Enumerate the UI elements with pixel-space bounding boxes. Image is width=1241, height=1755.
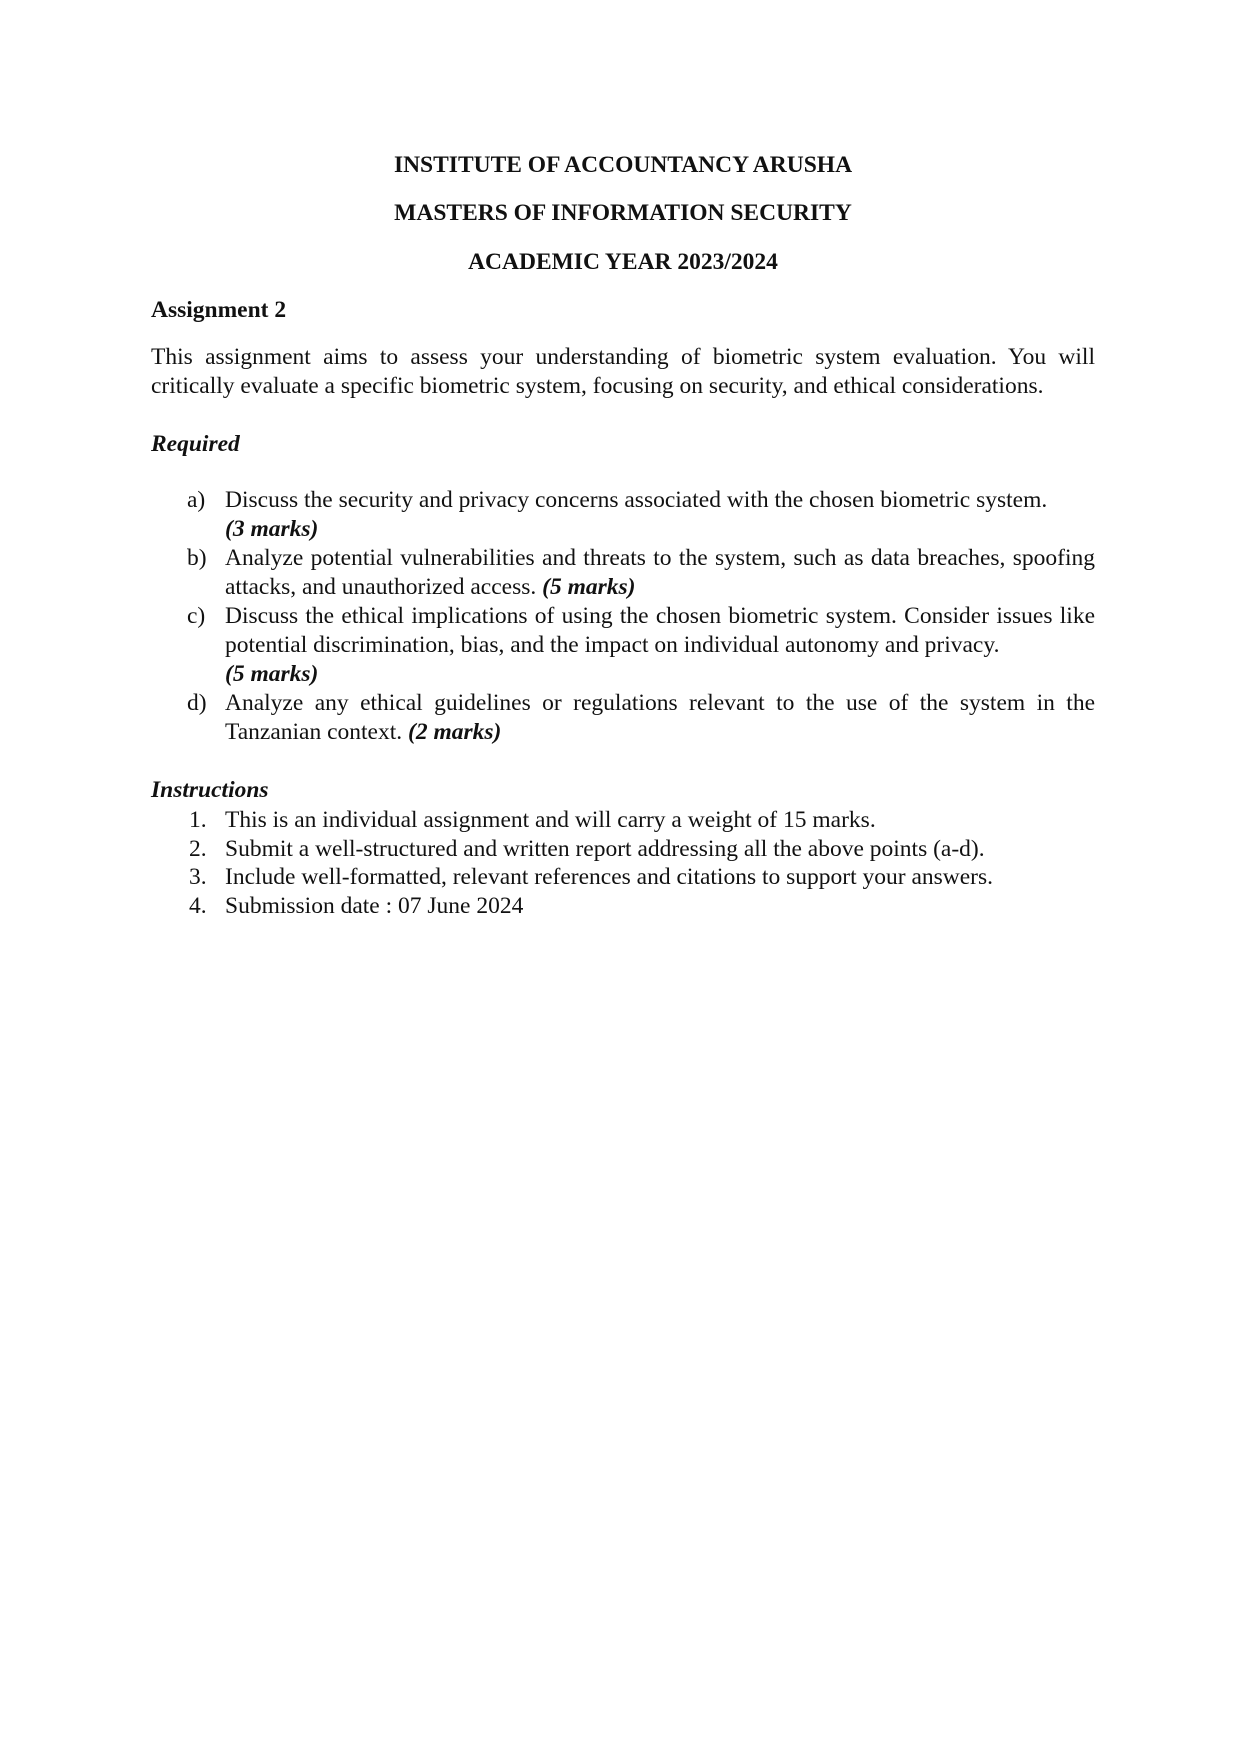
required-item-c (151, 602, 1095, 689)
instruction-text: This is an individual assignment and will carry a weight of 15 marks. (225, 807, 876, 833)
required-item-d (151, 689, 1095, 747)
list-marker: d) (187, 690, 207, 716)
instruction-text: Submission date : 07 June 2024 (225, 892, 524, 919)
list-marker: c) (187, 603, 206, 629)
required-label: Required (151, 431, 240, 457)
instructions-label: Instructions (151, 777, 269, 803)
instructions-list (151, 806, 1095, 920)
academic-year-heading: ACADEMIC YEAR 2023/2024 (468, 249, 778, 275)
instruction-text: Submit a well-structured and written report addressing all the above points (a-d). (225, 835, 985, 862)
required-list (151, 486, 1095, 747)
instruction-text: Include well-formatted, relevant references and citations to support your answers. (225, 864, 994, 890)
required-item-text: Discuss the ethical implications of using the chosen biometric system. Consider issues like potential discrimination, bias, and the impact on individual autonomy and privacy. (225, 603, 1095, 658)
required-item-text: Analyze any ethical guidelines or regulations relevant to the use of the system in the Tanzanian context. (225, 690, 1095, 745)
list-marker: 2. (189, 835, 207, 862)
list-marker: 4. (189, 892, 207, 919)
marks-label: (3 marks) (225, 516, 319, 542)
marks-label: (2 marks) (408, 719, 502, 745)
required-item-b (151, 544, 1095, 602)
list-marker: b) (187, 545, 207, 571)
instruction-item-1 (151, 806, 1095, 835)
list-marker: 1. (189, 807, 207, 833)
required-item-text: Discuss the security and privacy concerns associated with the chosen biometric system. (225, 487, 1048, 513)
required-item-a (151, 486, 1095, 544)
assignment-title: Assignment 2 (151, 297, 287, 323)
program-heading: MASTERS OF INFORMATION SECURITY (394, 200, 852, 226)
instruction-item-2 (151, 835, 1095, 864)
list-marker: a) (187, 487, 206, 513)
marks-label: (5 marks) (542, 574, 636, 600)
required-item-text: Analyze potential vulnerabilities and threats to the system, such as data breaches, spoofing attacks, and unauthorized access. (225, 545, 1095, 600)
marks-label: (5 marks) (225, 661, 319, 687)
list-marker: 3. (189, 864, 207, 890)
assignment-intro: This assignment aims to assess your understanding of biometric system evaluation. You will critically evaluate a specific biometric system, focusing on security, and ethical considerations. (151, 344, 1095, 399)
instruction-item-3 (151, 863, 1095, 892)
instruction-item-4 (151, 892, 1095, 921)
institution-heading: INSTITUTE OF ACCOUNTANCY ARUSHA (393, 152, 853, 178)
